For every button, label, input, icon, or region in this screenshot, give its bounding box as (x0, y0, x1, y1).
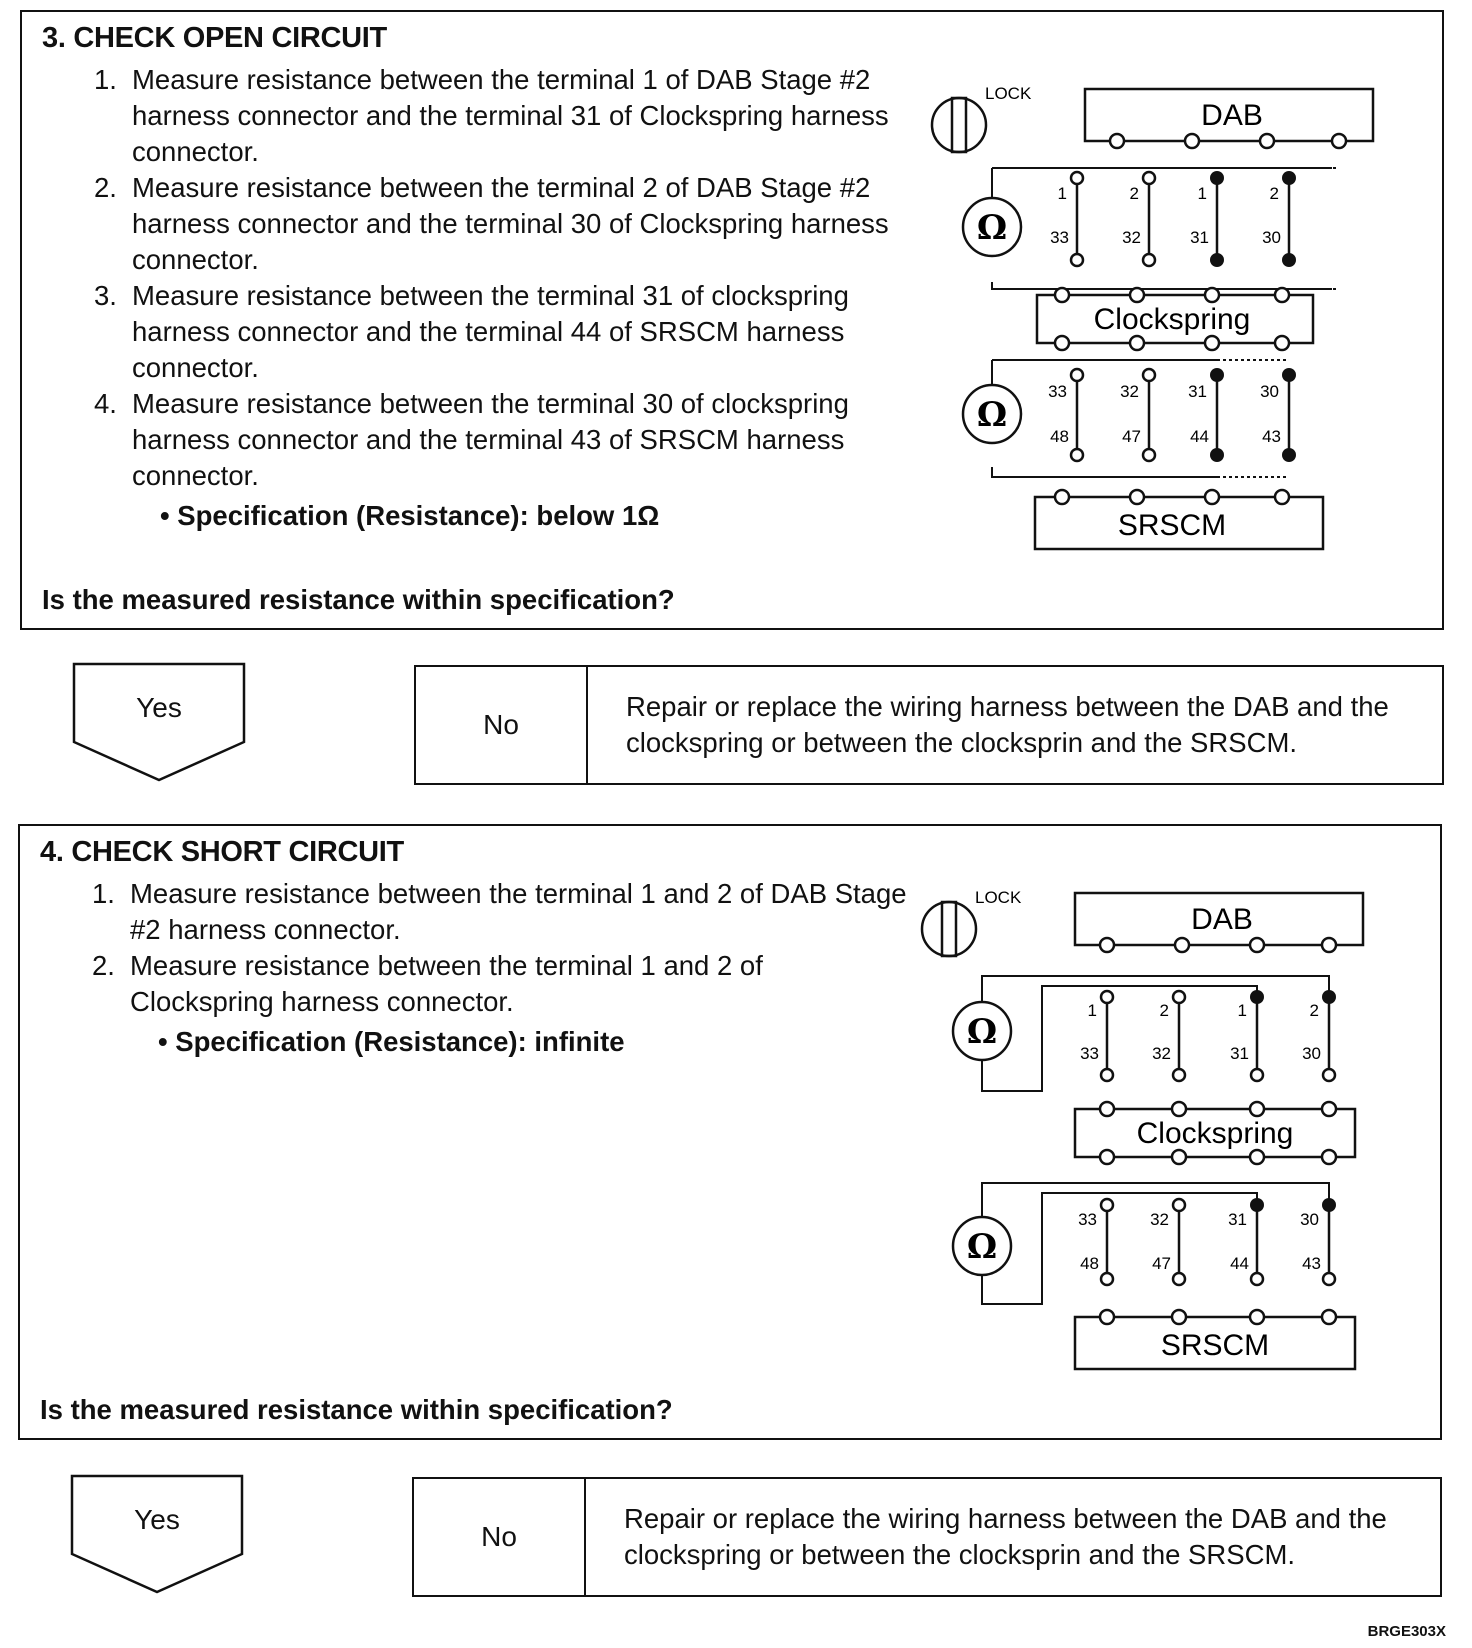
svg-text:32: 32 (1122, 228, 1141, 247)
lock-label: LOCK (985, 84, 1032, 103)
svg-text:Ω: Ω (976, 208, 1008, 248)
yes-arrow-shape (70, 1474, 250, 1604)
svg-text:47: 47 (1122, 427, 1141, 446)
svg-text:30: 30 (1262, 228, 1281, 247)
svg-text:30: 30 (1300, 1210, 1319, 1229)
step-text: Measure resistance between the terminal 30 of clockspring harness connector and the terminal 43 of SRSCM harness connector. (132, 388, 849, 491)
svg-text:2: 2 (1269, 184, 1279, 203)
step-text: Measure resistance between the terminal 31 of clockspring harness connector and the terminal 44 of SRSCM harness connector. (132, 280, 849, 383)
step-text: Measure resistance between the terminal 2 of DAB Stage #2 harness connector and the terminal 30 of Clockspring harness connector. (132, 172, 889, 275)
dab-label: DAB (1191, 903, 1253, 936)
yes-flow-tag (72, 662, 252, 792)
svg-text:30: 30 (1260, 382, 1279, 401)
no-action-box (412, 1477, 1442, 1597)
svg-text:Ω: Ω (966, 1012, 998, 1052)
step-text: Measure resistance between the terminal 1 and 2 of Clockspring harness connector. (130, 950, 763, 1017)
panel-title: 4. CHECK SHORT CIRCUIT (40, 836, 404, 868)
svg-text:33: 33 (1048, 382, 1067, 401)
panel-title: 3. CHECK OPEN CIRCUIT (42, 22, 387, 54)
steps-list (72, 62, 912, 534)
svg-text:1: 1 (1087, 1001, 1097, 1020)
svg-text:32: 32 (1152, 1044, 1171, 1063)
clockspring-label: Clockspring (1136, 1117, 1294, 1150)
svg-text:43: 43 (1302, 1254, 1321, 1273)
no-action-text: Repair or replace the wiring harness between the DAB and the clockspring or between the clocksprin and the SRSCM. (624, 1503, 1387, 1570)
step-text: Measure resistance between the terminal 1 and 2 of DAB Stage #2 harness connector. (130, 878, 907, 945)
dab-label: DAB (1201, 99, 1263, 132)
yes-arrow-shape (72, 662, 252, 792)
svg-text:Ω: Ω (976, 395, 1008, 435)
svg-text:32: 32 (1150, 1210, 1169, 1229)
specification: • Specification (Resistance): infinite (158, 1026, 625, 1057)
step-item: 1. Measure resistance between the terminal 1 and 2 of DAB Stage #2 harness connector. (92, 878, 907, 945)
svg-text:2: 2 (1309, 1001, 1319, 1020)
ohmmeter-icon (953, 1217, 1011, 1275)
specification: • Specification (Resistance): below 1Ω (160, 500, 660, 531)
svg-text:1: 1 (1197, 184, 1207, 203)
lock-label: LOCK (975, 888, 1022, 907)
svg-text:31: 31 (1228, 1210, 1247, 1229)
srscm-label: SRSCM (1117, 509, 1227, 542)
step-item: 2. Measure resistance between the terminal 1 and 2 of Clockspring harness connector. (92, 950, 763, 1017)
svg-text:33: 33 (1078, 1210, 1097, 1229)
svg-text:2: 2 (1129, 184, 1139, 203)
svg-text:48: 48 (1050, 427, 1069, 446)
svg-text:44: 44 (1230, 1254, 1249, 1273)
svg-text:Ω: Ω (966, 1227, 998, 1267)
short-circuit-panel (18, 824, 1442, 1440)
steps-list (70, 876, 910, 1060)
step-item: 2. Measure resistance between the terminal 2 of DAB Stage #2 harness connector and the terminal 30 of Clockspring harness connector. (94, 172, 889, 275)
svg-text:1: 1 (1237, 1001, 1247, 1020)
step-item: 1. Measure resistance between the terminal 1 of DAB Stage #2 harness connector and the terminal 31 of Clockspring harness connector. (94, 64, 889, 167)
srscm-label: SRSCM (1160, 1329, 1270, 1362)
yes-label: Yes (136, 692, 182, 723)
svg-text:32: 32 (1120, 382, 1139, 401)
reference-code: BRGE303X (1367, 1623, 1446, 1640)
wiring-diagram-short (917, 871, 1397, 1391)
svg-text:31: 31 (1230, 1044, 1249, 1063)
yes-flow-tag (70, 1474, 250, 1604)
open-circuit-panel (20, 10, 1444, 630)
step-item: 4. Measure resistance between the terminal 30 of clockspring harness connector and the terminal 43 of SRSCM harness connector. (94, 388, 849, 491)
svg-text:33: 33 (1080, 1044, 1099, 1063)
ohmmeter-icon (963, 385, 1021, 443)
clockspring-label: Clockspring (1093, 303, 1251, 336)
svg-text:44: 44 (1190, 427, 1209, 446)
svg-text:1: 1 (1057, 184, 1067, 203)
step-item: 3. Measure resistance between the terminal 31 of clockspring harness connector and the terminal 44 of SRSCM harness connector. (94, 280, 849, 383)
svg-text:30: 30 (1302, 1044, 1321, 1063)
question: Is the measured resistance within specification? (42, 584, 675, 615)
svg-text:2: 2 (1159, 1001, 1169, 1020)
no-action-text: Repair or replace the wiring harness between the DAB and the clockspring or between the clocksprin and the SRSCM. (626, 691, 1389, 758)
lock-icon (922, 902, 976, 956)
ohmmeter-icon (953, 1002, 1011, 1060)
svg-text:31: 31 (1188, 382, 1207, 401)
lock-icon (932, 98, 986, 152)
svg-text:33: 33 (1050, 228, 1069, 247)
svg-text:43: 43 (1262, 427, 1281, 446)
yes-label: Yes (134, 1504, 180, 1535)
no-action-box (414, 665, 1444, 785)
svg-text:47: 47 (1152, 1254, 1171, 1273)
no-label: No (414, 1479, 586, 1595)
ohmmeter-icon (963, 198, 1021, 256)
svg-text:31: 31 (1190, 228, 1209, 247)
no-label: No (416, 667, 588, 783)
wiring-diagram-open (927, 67, 1407, 587)
question: Is the measured resistance within specification? (40, 1394, 673, 1425)
svg-text:48: 48 (1080, 1254, 1099, 1273)
step-text: Measure resistance between the terminal 1 of DAB Stage #2 harness connector and the terminal 31 of Clockspring harness connector. (132, 64, 889, 167)
